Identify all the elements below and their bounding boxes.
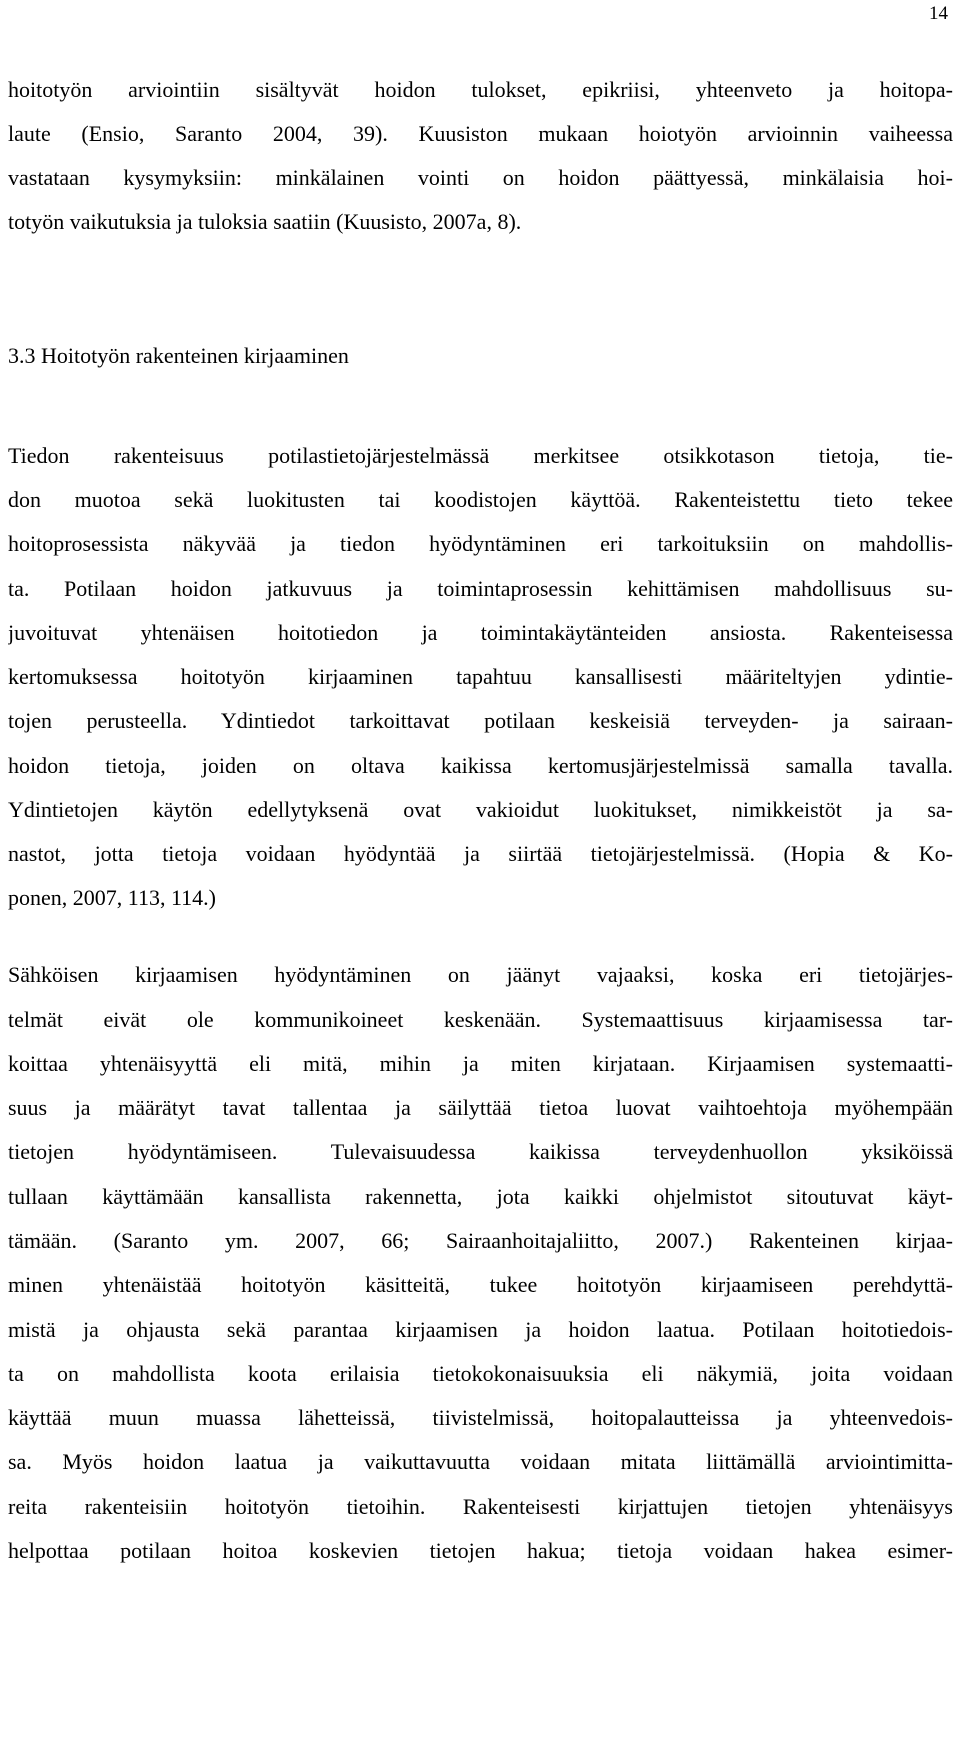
text-line: totyön vaikutuksia ja tuloksia saatiin (Kuusisto, 2007a, 8).	[8, 209, 522, 234]
section-heading: 3.3 Hoitotyön rakenteinen kirjaaminen	[8, 343, 349, 368]
text-line: nastot, jotta tietoja voidaan hyödyntää ja siirtää tietojärjestelmissä. (Hopia & Ko-	[8, 841, 953, 866]
text-line: koittaa yhtenäisyyttä eli mitä, mihin ja miten kirjataan. Kirjaamisen systemaatti-	[8, 1051, 953, 1076]
text-line: Tiedon rakenteisuus potilastietojärjestelmässä merkitsee otsikkotason tietoja, tie-	[8, 443, 953, 468]
text-line: kertomuksessa hoitotyön kirjaaminen tapahtuu kansallisesti määriteltyjen ydintie-	[8, 664, 953, 689]
text-line: laute (Ensio, Saranto 2004, 39). Kuusiston mukaan hoiotyön arvioinnin vaiheessa	[8, 121, 953, 146]
text-line: ta on mahdollista koota erilaisia tietokokonaisuuksia eli näkymiä, joita voidaan	[8, 1361, 953, 1386]
text-line: Sähköisen kirjaamisen hyödyntäminen on jäänyt vajaaksi, koska eri tietojärjes-	[8, 962, 953, 987]
page-number: 14	[929, 3, 948, 24]
text-line: hoitotyön arviointiin sisältyvät hoidon tulokset, epikriisi, yhteenveto ja hoitopa-	[8, 77, 953, 102]
text-line: minen yhtenäistää hoitotyön käsitteitä, tukee hoitotyön kirjaamiseen perehdyttä-	[8, 1272, 953, 1297]
text-line: sa. Myös hoidon laatua ja vaikuttavuutta voidaan mitata liittämällä arviointimitta-	[8, 1449, 953, 1474]
text-line: tietojen hyödyntämiseen. Tulevaisuudessa kaikissa terveydenhuollon yksiköissä	[8, 1139, 953, 1164]
text-line: don muotoa sekä luokitusten tai koodistojen käyttöä. Rakenteistettu tieto tekee	[8, 487, 953, 512]
text-line: mistä ja ohjausta sekä parantaa kirjaamisen ja hoidon laatua. Potilaan hoitotiedois-	[8, 1317, 953, 1342]
text-line: juvoituvat yhtenäisen hoitotiedon ja toimintakäytänteiden ansiosta. Rakenteisessa	[8, 620, 953, 645]
text-line: telmät eivät ole kommunikoineet keskenään. Systemaattisuus kirjaamisessa tar-	[8, 1007, 953, 1032]
text-line: helpottaa potilaan hoitoa koskevien tietojen hakua; tietoja voidaan hakea esimer-	[8, 1538, 953, 1563]
text-line: suus ja määrätyt tavat tallentaa ja säilyttää tietoa luovat vaihtoehtoja myöhempään	[8, 1095, 953, 1120]
text-line: vastataan kysymyksiin: minkälainen vointi on hoidon päättyessä, minkälaisia hoi-	[8, 165, 953, 190]
text-line: tojen perusteella. Ydintiedot tarkoittavat potilaan keskeisiä terveyden- ja sairaan-	[8, 708, 953, 733]
text-line: reita rakenteisiin hoitotyön tietoihin. Rakenteisesti kirjattujen tietojen yhtenäisyys	[8, 1494, 953, 1519]
text-line: tämään. (Saranto ym. 2007, 66; Sairaanhoitajaliitto, 2007.) Rakenteinen kirjaa-	[8, 1228, 953, 1253]
text-line: hoitoprosessista näkyvää ja tiedon hyödyntäminen eri tarkoituksiin on mahdollis-	[8, 531, 953, 556]
text-line: ta. Potilaan hoidon jatkuvuus ja toimintaprosessin kehittämisen mahdollisuus su-	[8, 576, 953, 601]
text-line: Ydintietojen käytön edellytyksenä ovat vakioidut luokitukset, nimikkeistöt ja sa-	[8, 797, 953, 822]
text-line: ponen, 2007, 113, 114.)	[8, 885, 216, 910]
text-line: tullaan käyttämään kansallista rakennetta, jota kaikki ohjelmistot sitoutuvat käyt-	[8, 1184, 953, 1209]
text-line: käyttää muun muassa lähetteissä, tiivistelmissä, hoitopalautteissa ja yhteenvedois-	[8, 1405, 953, 1430]
text-line: hoidon tietoja, joiden on oltava kaikissa kertomusjärjestelmissä samalla tavalla.	[8, 753, 953, 778]
